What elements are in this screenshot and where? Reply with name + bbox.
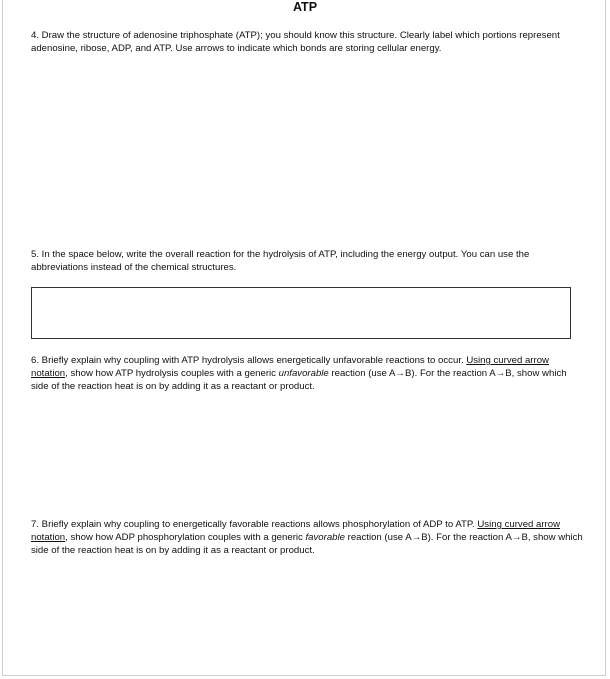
question-6-italic: unfavorable [278, 368, 329, 380]
answer-box[interactable] [31, 287, 571, 339]
question-7-italic: favorable [305, 532, 345, 544]
question-7-text-3: reaction (use A→B). For the reaction A→B, show which side of the reaction heat is on by adding it as a reactant or product. [31, 532, 583, 557]
question-6-text-3: reaction (use A→B). For the reaction A→B, show which side of the reaction heat is on by adding it as a reactant or product. [31, 368, 567, 393]
question-4: 4. Draw the structure of adenosine triphosphate (ATP); you should know this structure. Clearly label which portions represent adenosine, ribose, ADP, and ATP. Use arrows to indicate which bonds are storing cellular energy. [31, 30, 560, 55]
page-title: ATP [292, 0, 318, 14]
question-6-text-2: , show how ATP hydrolysis couples with a generic [65, 368, 279, 380]
question-6-text-1: 6. Briefly explain why coupling with ATP hydrolysis allows energetically unfavorable reactions to occur. [31, 355, 467, 366]
question-6-underline: Using curved arrow notation [31, 355, 549, 380]
question-5: 5. In the space below, write the overall reaction for the hydrolysis of ATP, including the energy output. You can use the abbreviations instead of the chemical structures. [31, 249, 530, 274]
question-7-text-2: , show how ADP phosphorylation couples with a generic [65, 532, 306, 544]
question-7 [31, 518, 583, 558]
question-6 [31, 354, 583, 394]
question-7-underline: Using curved arrow notation [31, 519, 561, 544]
question-7-text-1: 7. Briefly explain why coupling to energetically favorable reactions allows phosphorylation of ADP to ATP. [31, 519, 478, 530]
